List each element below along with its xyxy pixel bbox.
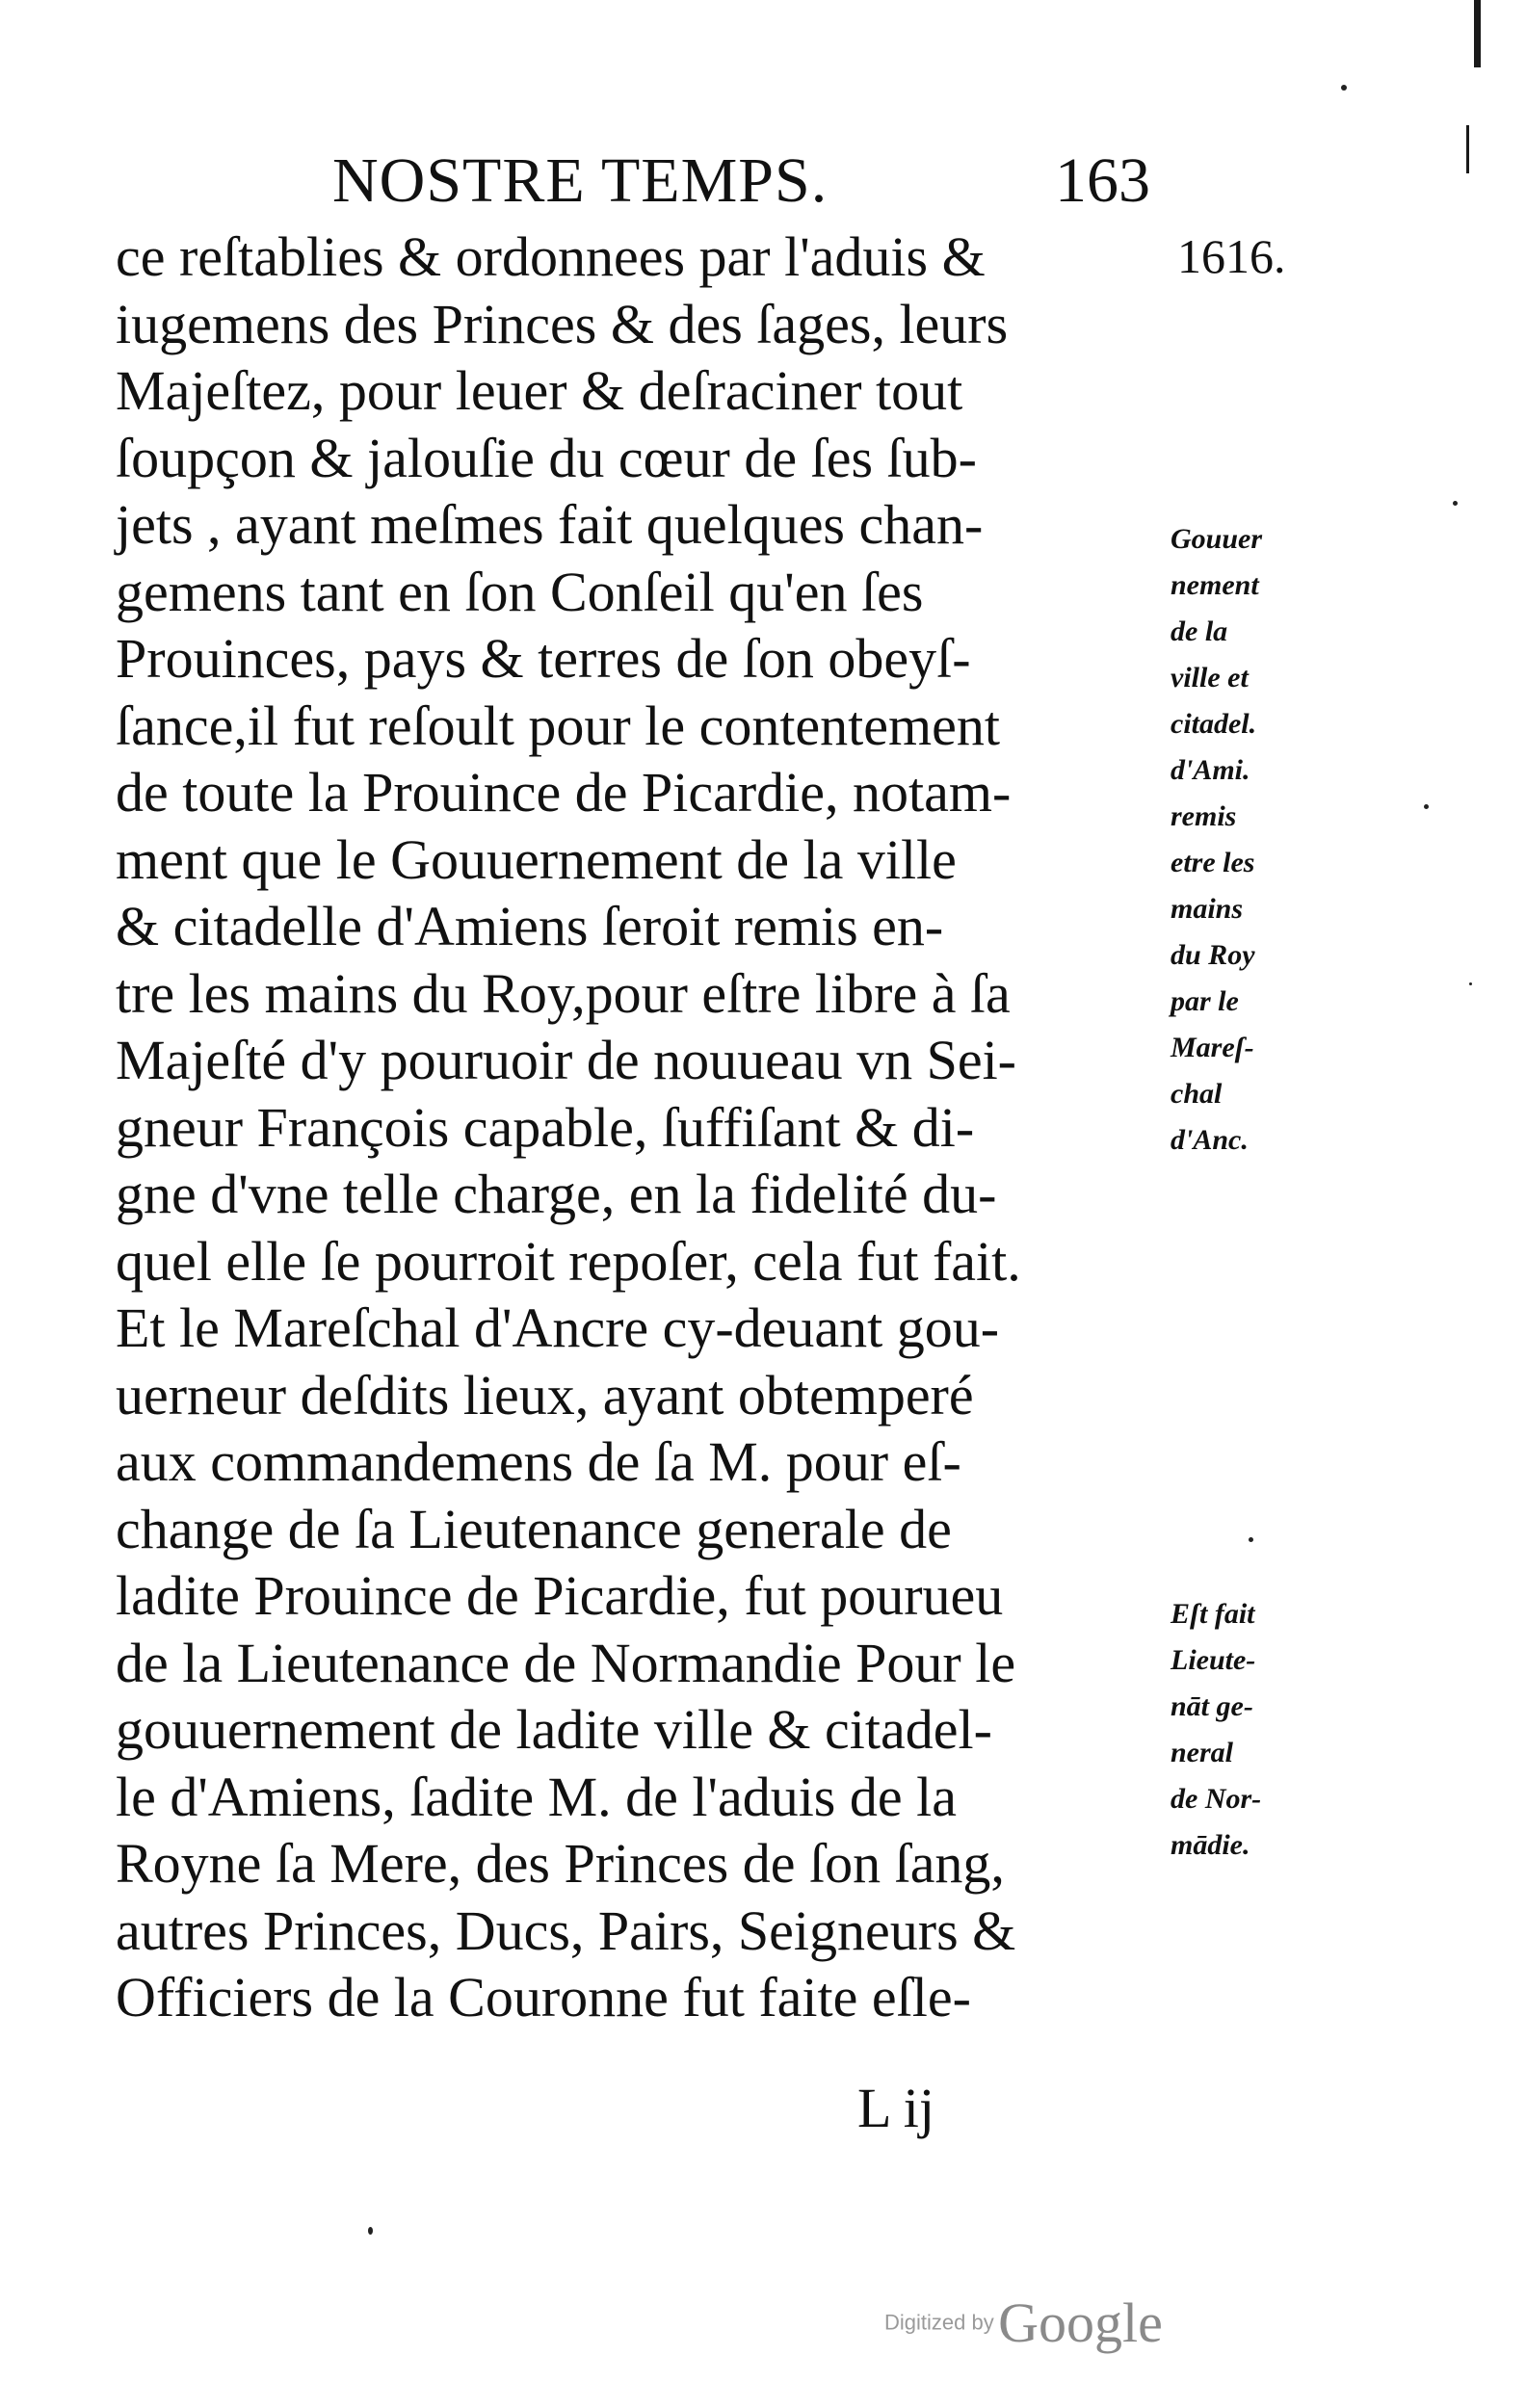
margin-year: 1616. [1177,229,1286,283]
margin-line: d'Ami. [1171,754,1250,786]
text-line: aux commandemens de ſa M. pour eſ- [116,1430,961,1493]
margin-note-amiens [1171,516,1305,1164]
text-line: le d'Amiens, ſadite M. de l'aduis de la [116,1765,957,1828]
text-line: quel elle ſe pourroit repoſer, cela fut fait. [116,1229,1021,1293]
ink-speck [1424,804,1429,809]
text-line: Majeſtez, pour leuer & deſraciner tout [116,359,963,422]
margin-line: nement [1171,569,1259,601]
margin-line: de Nor- [1171,1783,1262,1815]
ink-speck [1341,85,1347,91]
text-line: ſoupçon & jalouſie du cœur de ſes ſub- [116,426,977,489]
text-line: iugemens des Princes & des ſages, leurs [116,292,1009,355]
text-line: Majeſté d'y pouruoir de nouueau vn Sei- [116,1029,1016,1091]
text-line: gouuernement de ladite ville & citadel- [116,1698,992,1761]
ink-speck [1249,1537,1253,1542]
margin-line: par le [1171,985,1239,1017]
page-edge-mark [1466,125,1469,173]
text-line: gemens tant en ſon Conſeil qu'en ſes [116,560,924,623]
text-line: tre les mains du Roy,pour eſtre libre à ſa [116,961,1011,1025]
text-line: Prouinces, pays & terres de ſon obeyſ- [116,627,971,690]
margin-line: Lieute- [1171,1644,1256,1676]
ink-speck [368,2227,373,2235]
text-line: & citadelle d'Amiens ſeroit remis en- [116,895,944,957]
text-line: ladite Prouince de Picardie, fut pourueu [116,1564,1004,1627]
margin-line: etre les [1171,847,1255,878]
text-line: autres Princes, Ducs, Pairs, Seigneurs & [116,1898,1016,1962]
margin-line: chal [1171,1078,1223,1110]
running-title: NOSTRE TEMPS. [332,145,829,216]
watermark-brand: Google [998,2291,1163,2354]
margin-line: nāt ge- [1171,1690,1253,1722]
ink-speck [1453,501,1458,506]
margin-line: du Roy [1171,939,1255,971]
text-line: ment que le Gouuernement de la ville [116,827,957,891]
margin-line: mādie. [1171,1829,1250,1861]
text-line: uerneur deſdits lieux, ayant obtemperé [116,1363,974,1426]
margin-line: neral [1171,1737,1234,1768]
text-line: ce reſtablies & ordonnees par l'aduis & [116,225,986,288]
signature-mark: L ij [857,2077,935,2139]
margin-line: citadel. [1171,708,1257,740]
text-line: Officiers de la Couronne fut faite eſle- [116,1966,971,2028]
text-line: gne d'vne telle charge, en la fidelité du- [116,1163,997,1225]
margin-line: Mareſ- [1171,1032,1254,1063]
margin-line: mains [1171,893,1244,925]
margin-line: Gouuer [1171,523,1263,555]
margin-note-normandie [1171,1591,1305,1869]
text-line: change de ſa Lieutenance generale de [116,1497,952,1560]
margin-line: d'Anc. [1171,1124,1249,1156]
main-text-block [116,223,1166,2031]
text-line: de toute la Prouince de Picardie, notam- [116,761,1012,824]
text-line: ſance,il fut reſoult pour le contentement [116,694,1001,757]
margin-line: de la [1171,615,1228,647]
margin-line: remis [1171,800,1237,832]
text-line: Royne ſa Mere, des Princes de ſon ſang, [116,1832,1005,1895]
text-line: Et le Mareſchal d'Ancre cy-deuant gou- [116,1296,1000,1359]
watermark-prefix: Digitized by [884,2310,994,2335]
margin-line: Eſt fait [1171,1598,1255,1630]
text-line: de la Lieutenance de Normandie Pour le [116,1631,1016,1694]
page-edge-mark [1474,0,1481,67]
ink-speck [1469,982,1472,985]
digitizer-watermark [884,2290,1163,2355]
margin-line: ville et [1171,662,1249,694]
text-line: gneur François capable, ſuffiſant & di- [116,1095,975,1159]
text-line: jets , ayant meſmes fait quelques chan- [116,493,984,556]
page-number: 163 [1055,145,1150,216]
running-header [0,144,1526,231]
